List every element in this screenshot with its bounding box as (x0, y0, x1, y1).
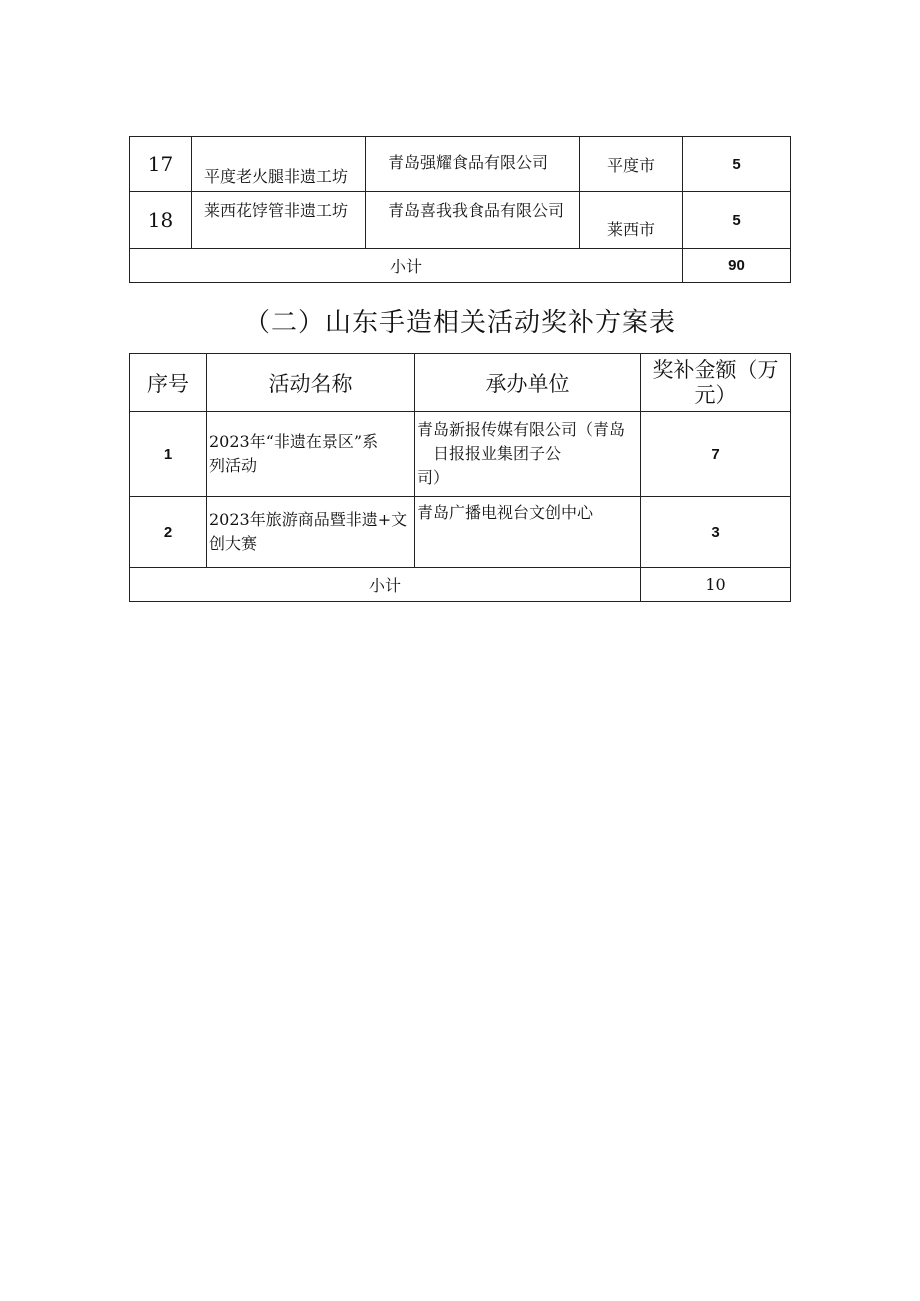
workshop-name: 莱西花饽管非遗工坊 (192, 192, 366, 249)
header-activity-name: 活动名称 (207, 354, 415, 412)
award-amount: 5 (683, 192, 791, 249)
company-name: 青岛强耀食品有限公司 (366, 137, 580, 192)
header-organizer: 承办单位 (415, 354, 641, 412)
subtotal-label: 小计 (130, 249, 683, 283)
organizer-line3: 司） (417, 468, 450, 487)
table-row (130, 497, 791, 568)
organizer-line1: 青岛新报传媒有限公司（青岛 (417, 420, 626, 439)
activity-name-line1: 2023年旅游商品暨非遗+文 (209, 510, 408, 529)
city-name: 莱西市 (580, 192, 683, 249)
table-row (130, 192, 791, 249)
activity-name-line2: 创大赛 (209, 534, 258, 553)
award-amount: 3 (641, 497, 791, 568)
header-no: 序号 (130, 354, 207, 412)
row-number: 17 (130, 137, 192, 192)
subtotal-row (130, 249, 791, 283)
header-award-amount (641, 354, 791, 412)
activity-name-line2: 列活动 (209, 456, 258, 475)
table-row (130, 412, 791, 497)
organizer-name (415, 412, 641, 497)
organizer-name (415, 497, 641, 568)
award-table-workshops (129, 136, 791, 283)
header-amount-line2: 元） (694, 382, 737, 407)
table-header-row (130, 354, 791, 412)
activity-name (207, 412, 415, 497)
organizer-line2: 日报报业集团子公 (433, 444, 562, 463)
activity-name-line1: 2023年“非遗在景区”系 (209, 432, 379, 451)
activity-name (207, 497, 415, 568)
workshop-name: 平度老火腿非遗工坊 (192, 137, 366, 192)
subtotal-value: 90 (683, 249, 791, 283)
subtotal-label: 小计 (130, 568, 641, 602)
subtotal-row (130, 568, 791, 602)
row-number: 2 (130, 497, 207, 568)
city-name: 平度市 (580, 137, 683, 192)
company-name: 青岛喜我我食品有限公司 (366, 192, 580, 249)
section-title: （二）山东手造相关活动奖补方案表 (243, 308, 676, 338)
row-number: 1 (130, 412, 207, 497)
award-amount: 7 (641, 412, 791, 497)
table-row (130, 137, 791, 192)
row-number: 18 (130, 192, 192, 249)
award-amount: 5 (683, 137, 791, 192)
award-table-activities (129, 353, 791, 602)
header-amount-line1: 奖补金额（万 (652, 357, 779, 382)
subtotal-value: 10 (641, 568, 791, 602)
organizer-line1: 青岛广播电视台文创中心 (417, 503, 594, 522)
